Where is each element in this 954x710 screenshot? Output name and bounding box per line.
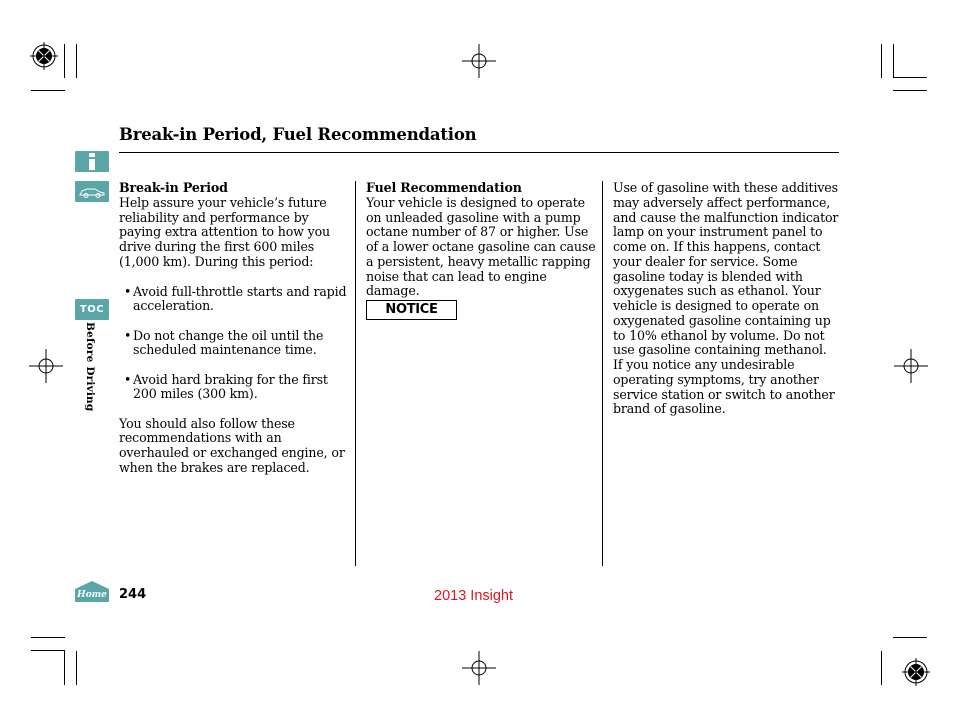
column-divider [602, 181, 603, 566]
crop-line [64, 651, 65, 685]
break-in-column [119, 181, 351, 476]
crop-line [893, 44, 894, 78]
info-icon [85, 153, 99, 170]
column-divider [355, 181, 356, 566]
crosshair-bottom [462, 651, 496, 685]
crop-line [881, 44, 882, 78]
bullet-text: Avoid hard braking for the first 200 miles (300 km). [133, 371, 328, 402]
fuel-column [366, 181, 598, 299]
car-icon [78, 186, 106, 198]
bullet-item: • Avoid full-throttle starts and rapid acceleration. [124, 283, 347, 314]
page-title: Break-in Period, Fuel Recommendation [119, 125, 477, 144]
bullet-item: • Do not change the oil until the scheduled maintenance time. [124, 327, 324, 358]
crop-line [893, 90, 927, 91]
additives-body: Use of gasoline with these additives may adversely affect performance, and cause the malfunction indicator lamp on your instrument panel to come on. If this happens, contact your dealer for service. Some gasoline today is blended with oxygenates such as ethanol. Your vehicle is designed to operate on oxygenated gasoline containing up to 10% ethanol by volume. Do not use gasoline containing methanol. If you notice any undesirable operating symptoms, try another service station or switch to another brand of gasoline. [613, 180, 839, 417]
title-divider [119, 152, 839, 153]
additives-column [613, 181, 839, 417]
section-label: Before Driving [84, 322, 96, 412]
vehicle-info-button[interactable] [75, 181, 109, 202]
crop-line [881, 651, 882, 685]
crop-line [893, 637, 927, 638]
crop-line [76, 44, 77, 78]
crosshair-top [462, 44, 496, 78]
registration-mark-top-left [30, 42, 58, 70]
bullet-text: Do not change the oil until the scheduled maintenance time. [133, 327, 324, 358]
model-name: 2013 Insight [434, 588, 514, 604]
crop-line [64, 44, 65, 78]
crosshair-right [894, 349, 928, 383]
break-in-outro: You should also follow these recommendations with an overhauled or exchanged engine, or when the brakes are replaced. [119, 415, 345, 475]
crop-line [31, 637, 65, 638]
home-button[interactable] [74, 580, 110, 603]
break-in-heading: Break-in Period [119, 180, 228, 195]
bullet-text: Avoid full-throttle starts and rapid acceleration. [133, 283, 347, 314]
break-in-intro: Help assure your vehicle’s future reliability and performance by paying extra attention to how you drive during the first 600 miles (1,000 km). During this period: [119, 194, 330, 269]
crop-line [893, 77, 927, 78]
info-button[interactable] [75, 151, 109, 172]
fuel-body: Your vehicle is designed to operate on unleaded gasoline with a pump octane number of 87 or higher. Use of a lower octane gasoline can cause a persistent, heavy metallic rapping noise that can lead to engine damage. [366, 194, 596, 299]
home-label: Home [77, 590, 107, 600]
toc-button[interactable] [75, 299, 109, 320]
page-number: 244 [119, 587, 147, 602]
registration-mark-bottom-right [902, 658, 930, 686]
crop-line [76, 651, 77, 685]
bullet-item: • Avoid hard braking for the first 200 miles (300 km). [124, 371, 328, 402]
crop-line [31, 90, 65, 91]
crop-line [31, 650, 65, 651]
crosshair-left [29, 349, 63, 383]
toc-label: TOC [79, 304, 105, 315]
fuel-heading: Fuel Recommendation [366, 180, 522, 195]
notice-label: NOTICE [366, 300, 457, 320]
